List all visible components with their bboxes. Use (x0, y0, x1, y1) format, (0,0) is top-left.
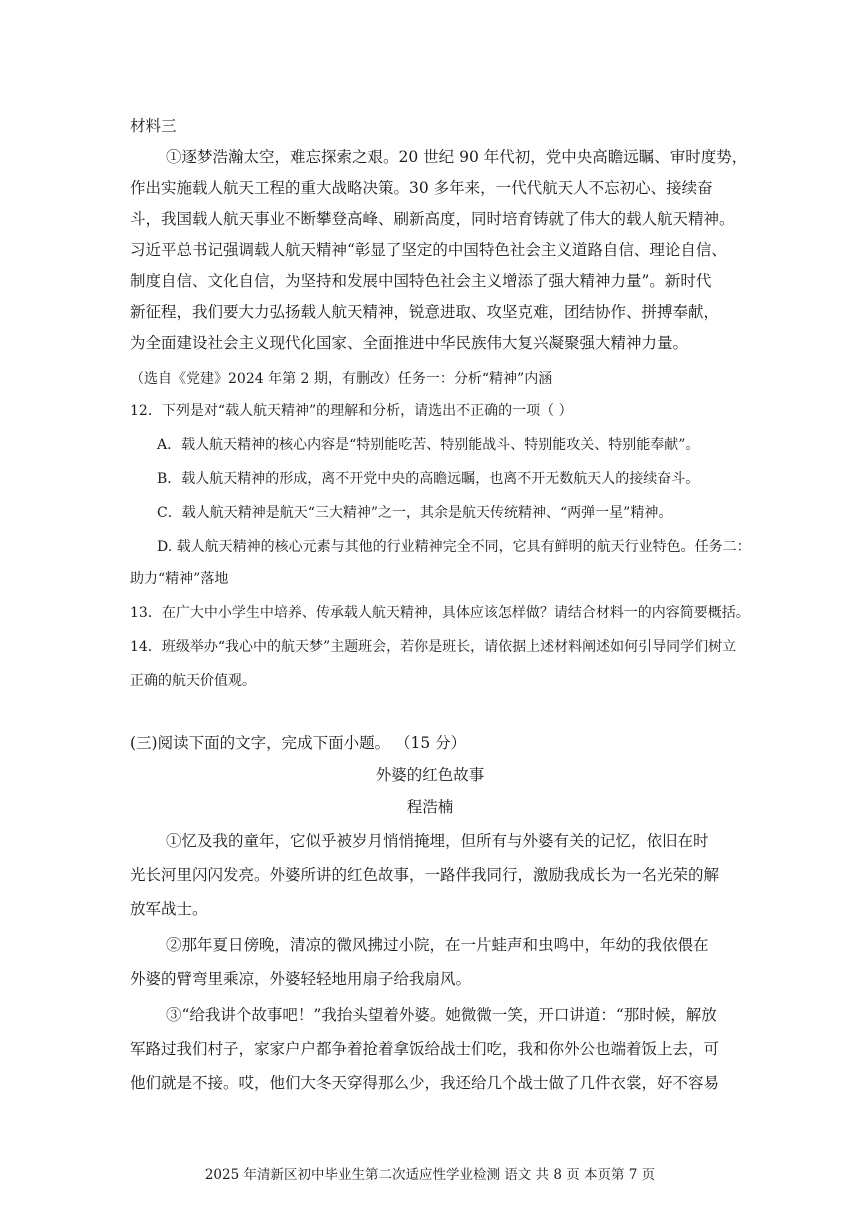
question-13: 13．在广大中小学生中培养、传承载人航天精神，具体应该怎样做？请结合材料一的内容简要概括。 (130, 605, 750, 621)
article-line: ③“给我讲个故事吧！”我抬头望着外婆。她微微一笑，开口讲道：“那时候，解放 (166, 1006, 717, 1024)
question-12-option-a: A．载人航天精神的核心内容是“特别能吃苦、特别能战斗、特别能攻关、特别能奉献”。 (157, 437, 700, 453)
article-author: 程浩楠 (406, 798, 454, 816)
material-paragraph-line: 习近平总书记强调载人航天精神“彰显了坚定的中国特色社会主义道路自信、理论自信、 (130, 241, 727, 259)
material-paragraph-line: ①逐梦浩瀚太空，难忘探索之艰。20 世纪 90 年代初，党中央高瞻远瞩、审时度势， (166, 148, 748, 166)
page-footer: 2025 年清新区初中毕业生第二次适应性学业检测 语文 共 8 页 本页第 7 页 (204, 1167, 656, 1183)
article-line: ②那年夏日傍晚，清凉的微风拂过小院，在一片蛙声和虫鸣中，年幼的我依偎在 (166, 936, 709, 954)
question-12-option-b: B．载人航天精神的形成，离不开党中央的高瞻远瞩，也离不开无数航天人的接续奋斗。 (157, 471, 700, 487)
article-line: 军路过我们村子，家家户户都争着抢着拿饭给战士们吃，我和你外公也端着饭上去，可 (130, 1040, 720, 1058)
article-title: 外婆的红色故事 (375, 766, 485, 784)
material-source: （选自《党建》2024 年第 2 期，有删改）任务一：分析“精神”内涵 (130, 371, 553, 387)
section-heading: (三)阅读下面的文字，完成下面小题。 （15 分） (130, 734, 467, 752)
question-14: 14．班级举办“我心中的航天梦”主题班会，若你是班长，请依据上述材料阐述如何引导同学们树立 (130, 639, 737, 655)
material-paragraph-line: 新征程，我们要大力弘扬载人航天精神，锐意进取、攻坚克难，团结协作、拼搏奉献， (130, 303, 720, 321)
question-12-stem: 12．下列是对“载人航天精神”的理解和分析，请选出不正确的一项（ ） (130, 403, 573, 419)
question-12-option-d-cont: 助力“精神”落地 (130, 571, 229, 587)
article-line: 光长河里闪闪发亮。外婆所讲的红色故事，一路伴我同行，激励我成长为一名光荣的解 (130, 866, 720, 884)
material-heading: 材料三 (130, 117, 177, 135)
article-line: ①忆及我的童年，它似乎被岁月悄悄掩埋，但所有与外婆有关的记忆，依旧在时 (166, 832, 709, 850)
material-paragraph-line: 斗，我国载人航天事业不断攀登高峰、刷新高度，同时培育铸就了伟大的载人航天精神。 (130, 210, 735, 228)
question-12-option-d: D. 载人航天精神的核心元素与其他的行业精神完全不同，它具有鲜明的航天行业特色。任务二： (157, 539, 751, 555)
material-paragraph-line: 为全面建设社会主义现代化国家、全面推进中华民族伟大复兴凝聚强大精神力量。 (130, 334, 689, 352)
article-line: 放军战士。 (130, 900, 208, 918)
article-line: 他们就是不接。哎，他们大冬天穿得那么少，我还给几个战士做了几件衣裳，好不容易 (130, 1074, 720, 1092)
material-paragraph-line: 制度自信、文化自信，为坚持和发展中国特色社会主义增添了强大精神力量”。新时代 (130, 272, 712, 290)
question-14-cont: 正确的航天价值观。 (130, 673, 256, 689)
question-12-option-c: C．载人航天精神是航天“三大精神”之一，其余是航天传统精神、“两弹一星”精神。 (157, 505, 673, 521)
article-line: 外婆的臂弯里乘凉，外婆轻轻地用扇子给我扇风。 (130, 970, 472, 988)
material-paragraph-line: 作出实施载人航天工程的重大战略决策。30 多年来，一代代航天人不忘初心、接续奋 (130, 179, 713, 197)
